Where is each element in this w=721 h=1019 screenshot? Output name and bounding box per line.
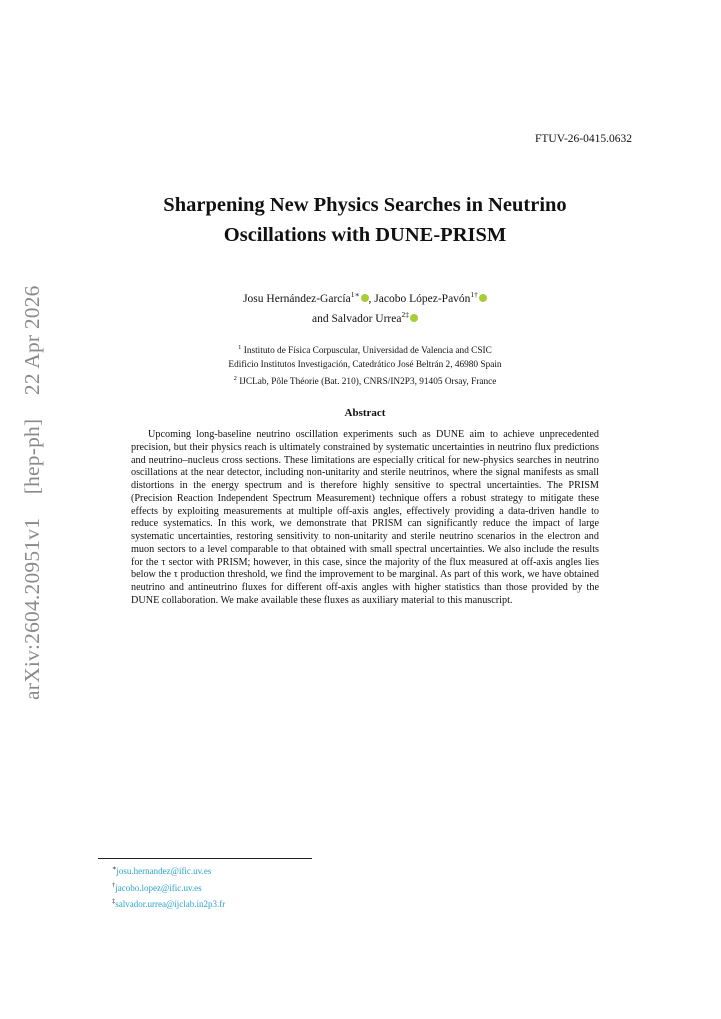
author-separator: and	[312, 312, 332, 325]
author-name: Jacobo López-Pavón	[374, 292, 471, 305]
abstract-body	[131, 429, 599, 608]
affiliation-line	[95, 358, 635, 372]
affiliation-mark: 2	[233, 375, 237, 383]
footnote-item	[112, 895, 225, 912]
footnotes	[112, 862, 225, 912]
email-link[interactable]: josu.hernandez@ific.uv.es	[116, 866, 212, 876]
affiliation-line	[95, 341, 635, 358]
footnote-mark: †	[112, 881, 116, 889]
affiliations	[95, 341, 635, 389]
abstract-heading: Abstract	[344, 407, 386, 419]
arxiv-date: 22 Apr 2026	[20, 285, 44, 396]
orcid-icon[interactable]	[479, 294, 487, 302]
footnote-item	[112, 862, 225, 879]
title-line: Oscillations with DUNE-PRISM	[223, 224, 507, 246]
footnote-item	[112, 879, 225, 896]
author-separator: ,	[368, 292, 375, 305]
author-line	[95, 287, 635, 307]
author-name: Josu Hernández-García	[243, 292, 351, 305]
affiliation-text: Instituto de Física Corpuscular, Universidad de Valencia and CSIC	[243, 346, 492, 357]
footnote-mark: ∗	[112, 865, 117, 872]
author-list	[95, 287, 635, 327]
arxiv-sidebar-stamp	[20, 280, 50, 700]
author-mark: 1†	[470, 290, 478, 299]
orcid-icon[interactable]	[361, 294, 369, 302]
affiliation-text: IJCLab, Pôle Théorie (Bat. 210), CNRS/IN2P3, 91405 Orsay, France	[239, 377, 497, 388]
affiliation-text: Edificio Institutos Investigación, Catedrático José Beltrán 2, 46980 Spain	[228, 360, 502, 371]
author-name: Salvador Urrea	[331, 312, 402, 325]
affiliation-line	[95, 372, 635, 389]
author-line	[95, 307, 635, 327]
report-number: FTUV-26-0415.0632	[534, 133, 632, 145]
affiliation-mark: 1	[238, 344, 242, 351]
arxiv-id[interactable]: arXiv:2604.20951v1	[20, 517, 44, 700]
author-mark: 1∗	[350, 290, 360, 299]
email-link[interactable]: jacobo.lopez@ific.uv.es	[115, 882, 202, 893]
abstract-paragraph: Upcoming long-baseline neutrino oscillation experiments such as DUNE aim to achieve unprecedented precision, but their physics reach is ultimately constrained by systematic uncertainties in neutrino flux predictions and neutrino–nucleus cross sections. These limitations are especially critical for new-physics searches in neutrino oscillations at the near detector, including non-unitarity and sterile neutrinos, where the signal manifests as small distortions in the energy spectrum and is therefore highly sensitive to spectral uncertainties. The PRISM (Precision Reaction Independent Spectrum Measurement) technique offers a robust strategy to mitigate these effects by exploiting measurements at multiple off-axis angles, effectively providing a data-driven handle to reduce systematics. In this work, we demonstrate that PRISM can significantly reduce the impact of large systematic uncertainties, restoring sensitivity to non-unitarity and sterile neutrino scenarios in the electron and muon sectors to a level comparable to that obtained with small spectral uncertainties. We also include the results for the τ sector with PRISM; however, in this case, since the majority of the flux measured at off-axis angles lies below the τ production threshold, we find the improvement to be marginal. As part of this work, we have obtained neutrino and antineutrino fluxes for different off-axis angles with higher statistics than those provided by the DUNE collaboration. We make available these fluxes as auxiliary material to this manuscript.	[131, 429, 599, 606]
author-mark: 2‡	[401, 309, 409, 319]
title-line: Sharpening New Physics Searches in Neutrino	[163, 194, 567, 216]
paper-title	[95, 190, 635, 250]
footnote-rule	[98, 858, 312, 859]
orcid-icon[interactable]	[410, 314, 418, 322]
footnote-mark: ‡	[112, 898, 116, 905]
arxiv-category: [hep-ph]	[20, 418, 44, 495]
email-link[interactable]: salvador.urrea@ijclab.in2p3.fr	[115, 899, 226, 909]
